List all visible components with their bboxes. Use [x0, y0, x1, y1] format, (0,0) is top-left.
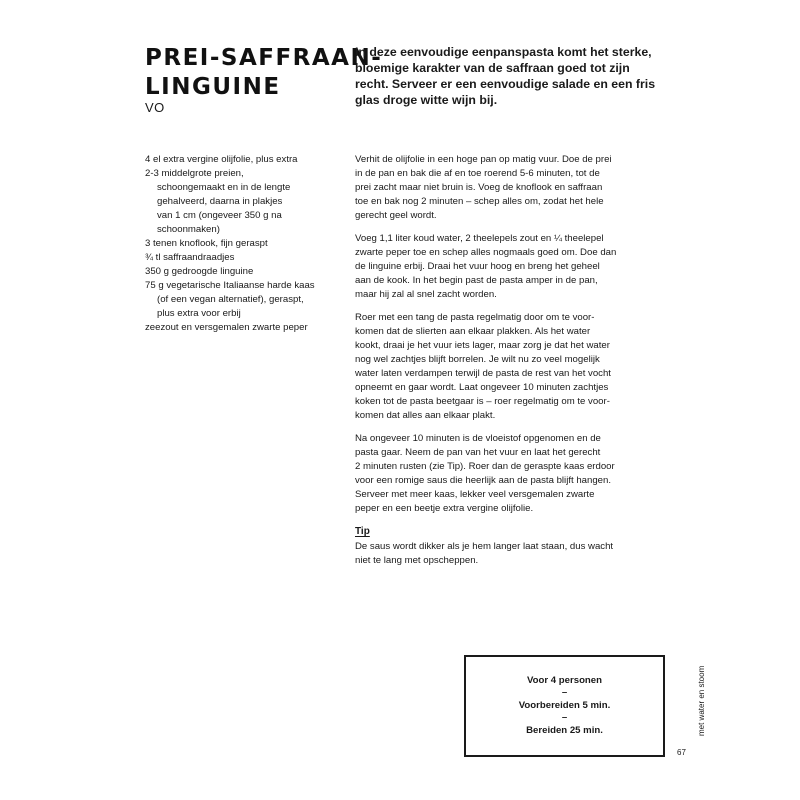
tip-line: De saus wordt dikker als je hem langer laat staan, dus wacht — [355, 541, 614, 552]
recipe-info-box — [464, 655, 665, 757]
method-line: de linguine erbij. Draai het vuur hoog en breng het geheel — [355, 261, 600, 272]
page-number: 67 — [677, 748, 686, 757]
ingredient-line: gehalveerd, daarna in plakjes — [157, 196, 283, 207]
method-step — [355, 432, 665, 516]
method-line: prei zacht maar niet bruin is. Voeg de knoflook en saffraan — [355, 182, 603, 193]
method-line: opneemt en gaar wordt. Laat ongeveer 10 minuten zachtjes — [355, 382, 609, 393]
method-line: Serveer met meer kaas, lekker veel versgemalen zwarte — [355, 489, 595, 500]
ingredient-line: zeezout en versgemalen zwarte peper — [145, 322, 308, 333]
ingredient-line: schoonmaken) — [157, 224, 220, 235]
intro-line: bloemige karakter van de saffraan goed tot zijn — [355, 61, 630, 75]
method-step — [355, 153, 665, 223]
recipe-intro — [355, 44, 665, 108]
method-line: toe en bak nog 2 minuten – schep alles om, zodat het hele — [355, 196, 604, 207]
ingredient-item — [145, 251, 345, 265]
diet-badge: VO — [145, 100, 165, 115]
method-line: nog wel zachtjes blijft borrelen. Je wilt nu zo veel mogelijk — [355, 354, 600, 365]
ingredient-line: van 1 cm (ongeveer 350 g na — [157, 210, 282, 221]
ingredient-item — [145, 279, 345, 321]
method-line: koken tot de pasta beetgaar is – roer regelmatig om te voor- — [355, 396, 610, 407]
recipe-title-line: PREI-SAFFRAAN- — [145, 45, 383, 71]
method-line: zwarte peper toe en schep alles nogmaals goed om. Doe dan — [355, 247, 617, 258]
cook-time: Bereiden 25 min. — [526, 724, 603, 736]
ingredient-line: 75 g vegetarische Italiaanse harde kaas — [145, 280, 315, 291]
tip-heading: Tip — [355, 526, 370, 537]
ingredient-list — [145, 153, 345, 335]
ingredient-item — [145, 167, 345, 237]
info-separator: – — [561, 687, 568, 699]
method-line: in de pan en bak die af en toe roerend 5-6 minuten, tot de — [355, 168, 600, 179]
method-line: maar hij zal al snel zacht worden. — [355, 289, 497, 300]
intro-line: glas droge witte wijn bij. — [355, 93, 498, 107]
chapter-label: met water en stoom — [697, 665, 706, 736]
method-line: Na ongeveer 10 minuten is de vloeistof opgenomen en de — [355, 433, 601, 444]
ingredient-item — [145, 153, 345, 167]
ingredient-line: 350 g gedroogde linguine — [145, 266, 254, 277]
method-line: Verhit de olijfolie in een hoge pan op matig vuur. Doe de prei — [355, 154, 612, 165]
method-step — [355, 232, 665, 302]
method-line: kookt, draai je het vuur iets lager, maar zorg je dat het water — [355, 340, 610, 351]
ingredient-item — [145, 321, 345, 335]
method-column — [355, 153, 665, 577]
recipe-title-line: LINGUINE — [145, 74, 281, 100]
ingredient-item — [145, 237, 345, 251]
ingredient-line: (of een vegan alternatief), geraspt, — [157, 294, 304, 305]
method-line: water laten verdampen terwijl de pasta de rest van het vocht — [355, 368, 611, 379]
ingredient-item — [145, 265, 345, 279]
method-line: Voeg 1,1 liter koud water, 2 theelepels zout en ¼ theelepel — [355, 233, 604, 244]
method-line: pasta gaar. Neem de pan van het vuur en laat het gerecht — [355, 447, 601, 458]
ingredient-line: plus extra voor erbij — [157, 308, 241, 319]
method-line: peper en een beetje extra vergine olijfolie. — [355, 503, 534, 514]
ingredient-line: schoongemaakt en in de lengte — [157, 182, 291, 193]
method-line: aan de kook. In het begin past de pasta amper in de pan, — [355, 275, 598, 286]
recipe-title — [145, 44, 383, 102]
method-line: gerecht geel wordt. — [355, 210, 437, 221]
servings: Voor 4 personen — [527, 674, 602, 686]
method-line: komen dat alles aan elkaar plakt. — [355, 410, 496, 421]
tip-text — [355, 540, 665, 568]
info-separator: – — [561, 712, 568, 724]
method-step — [355, 311, 665, 423]
ingredient-line: 3 tenen knoflook, fijn geraspt — [145, 238, 268, 249]
method-line: Roer met een tang de pasta regelmatig door om te voor- — [355, 312, 595, 323]
method-line: voor een romige saus die heerlijk aan de pasta blijft hangen. — [355, 475, 611, 486]
tip-line: niet te lang met opscheppen. — [355, 555, 479, 566]
ingredient-line: 4 el extra vergine olijfolie, plus extra — [145, 154, 298, 165]
ingredient-line: 2-3 middelgrote preien, — [145, 168, 244, 179]
method-line: 2 minuten rusten (zie Tip). Roer dan de geraspte kaas erdoor — [355, 461, 615, 472]
method-line: komen dat de slierten aan elkaar plakken. Als het water — [355, 326, 591, 337]
intro-line: In deze eenvoudige eenpanspasta komt het sterke, — [355, 45, 652, 59]
ingredient-line: ¾ tl saffraandraadjes — [145, 252, 235, 263]
prep-time: Voorbereiden 5 min. — [518, 699, 611, 711]
intro-line: recht. Serveer er een eenvoudige salade en een fris — [355, 77, 656, 91]
